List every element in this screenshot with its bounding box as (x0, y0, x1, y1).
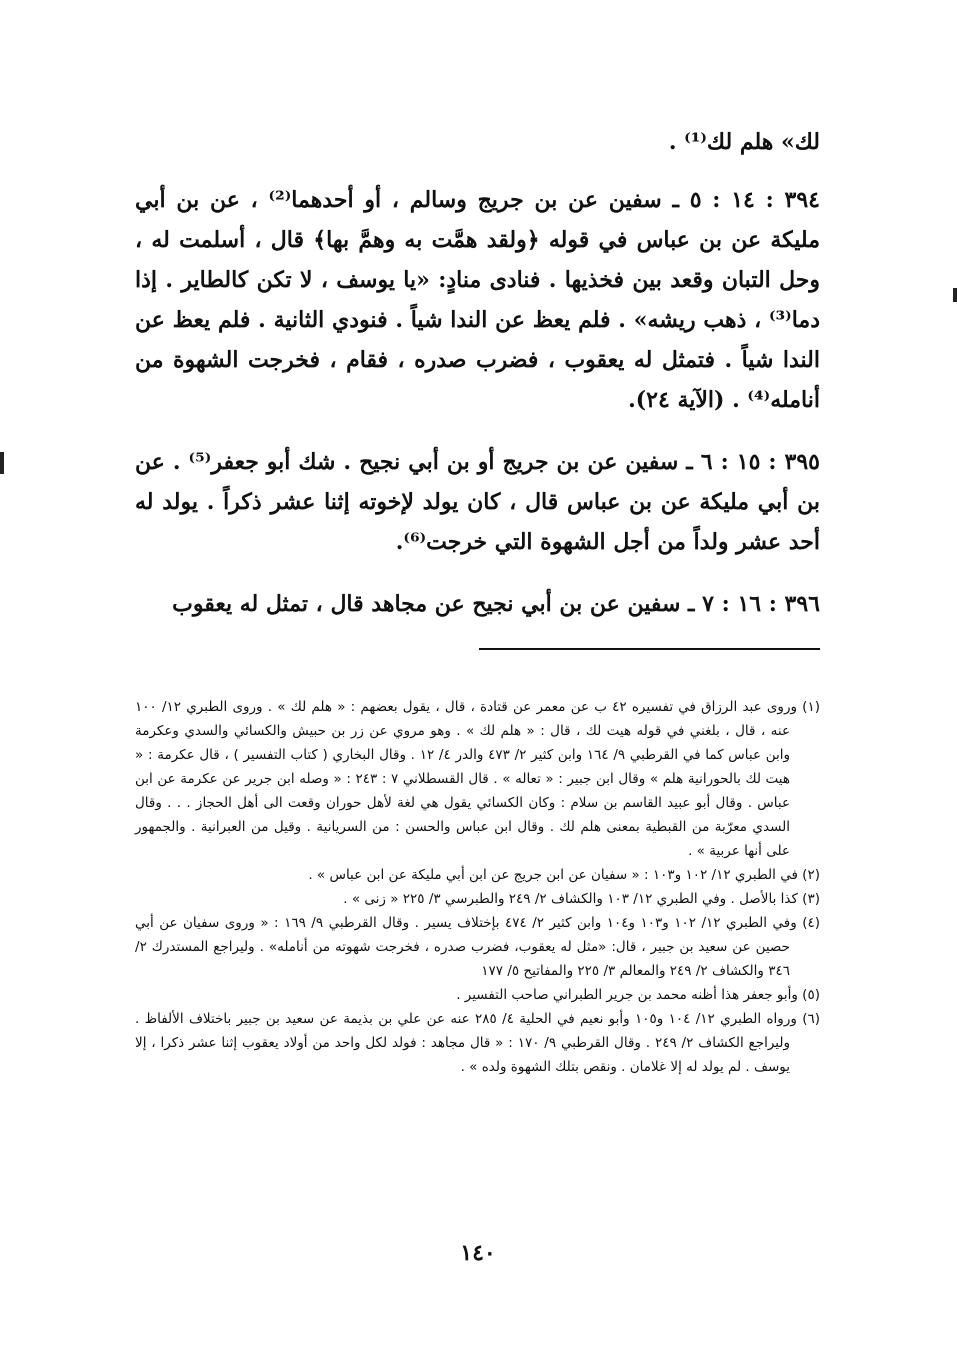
entry-text: ـ سفين عن بن جريج أو بن أبي نجيح . شك أبو جعفر⁽⁵⁾ . عن بن أبي مليكة عن بن عباس قال ، كان يولد لإخوته إثنا عشر ذكراً . يولد له أحد عشر ولداً من أجل الشهوة التي خرجت⁽⁶⁾. (135, 449, 820, 555)
entry-395 (135, 442, 820, 562)
entry-396 (135, 584, 820, 624)
entry-number: ٣٩٦ : ١٦ : ٧ (702, 591, 820, 617)
continuation-line: لك» هلم لك⁽¹⁾ . (668, 129, 820, 155)
footnote-3: (٣) كذا بالأصل . وفي الطبري ١٢/ ١٠٣ والكشاف ٢/ ٢٤٩ والطبرسي ٣/ ٢٢٥ « زنى » . (343, 891, 820, 907)
scan-edge-mark (0, 452, 4, 474)
footnote-1: (١) وروى عبد الرزاق في تفسيره ٤٢ ب عن معمر عن قتادة ، قال ، يقول بعضهم : « هلم لك » . وروى الطبري ١٢/ ١٠٠ عنه ، قال ، بلغني في قوله هيت لك ، قال : « هلم لك » . وهو مروي عن زر بن حبيش والكسائي والسدي وعكرمة وابن عباس كما في القرطبي ٩/ ١٦٤ وابن كثير ٢/ ٤٧٣ والدر ٤/ ١٢ . وقال البخاري ( كتاب التفسير ) ، قال عكرمة : « هيت لك بالحورانية هلم » وقال ابن جبير : « تعاله » . قال القسطلاني ٧ : ٢٤٣ : « وصله ابن جرير عن عكرمة عن ابن عباس . وقال أبو عبيد القاسم بن سلام : وكان الكسائي يقول هي لغة لأهل حوران وقعت الى أهل الحجاز . . . وقال السدي معرّبة من القبطية بمعنى هلم لك . وقال ابن عباس والحسن : من السريانية . وقيل من العبرانية . والجمهور على أنها عربية » . (135, 699, 820, 859)
footnote-separator (479, 648, 820, 650)
page-number: ١٤٠ (460, 1240, 496, 1266)
entry-text: ـ سفين عن بن جريج وسالم ، أو أحدهما⁽²⁾ ، عن بن أبي مليكة عن بن عباس في قوله ﴿ولقد همَّت به وهمَّ بها﴾ قال ، أسلمت له ، وحل التبان وقعد بين فخذيها . فنادى منادٍ: «يا يوسف ، لا تكن كالطاير . إذا دما⁽³⁾ ، ذهب ريشه» . فلم يعظ عن الندا شياً . فنودي الثانية . فلم يعظ عن الندا شياً . فتمثل له يعقوب ، فضرب صدره ، فقام ، فخرجت الشهوة من أنامله⁽⁴⁾ . (الآية ٢٤). (135, 187, 820, 413)
footnote-6: (٦) ورواه الطبري ١٢/ ١٠٤ و١٠٥ وأبو نعيم في الحلية ٤/ ٢٨٥ عنه عن علي بن بذيمة عن سعيد بن جبير باختلاف الألفاظ . وليراجع الكشاف ٢/ ٢٤٩ . وقال القرطبي ٩/ ١٧٠ : « قال مجاهد : فولد لكل واحد من أولاد يعقوب إثنا عشر ذكرا ، إلا يوسف . لم يولد له إلا غلامان . ونقص بتلك الشهوة ولده » . (135, 1011, 821, 1075)
scan-edge-mark (953, 288, 957, 302)
footnote-2: (٢) في الطبري ١٢/ ١٠٢ و١٠٣ : « سفيان عن ابن جريج عن ابن أبي مليكة عن ابن عباس » . (308, 867, 820, 883)
footnotes (135, 695, 820, 1079)
entry-text: ـ سفين عن بن أبي نجيح عن مجاهد قال ، تمثل له يعقوب (172, 591, 703, 617)
footnote-5: (٥) وأبو جعفر هذا أظنه محمد بن جرير الطبراني صاحب التفسير . (456, 987, 820, 1003)
entry-number: ٣٩٤ : ١٤ : ٥ (689, 187, 820, 213)
entry-number: ٣٩٥ : ١٥ : ٦ (700, 449, 820, 475)
footnote-4: (٤) وفي الطبري ١٢/ ١٠٢ و١٠٣ و١٠٤ وابن كثير ٢/ ٤٧٤ بإختلاف يسير . وقال القرطبي ٩/ ١٦٩ : « وروى سفيان عن أبي حصين عن سعيد بن جبير ، قال: «مثل له يعقوب، فضرب صدره ، فخرجت شهوته من أنامله» . وليراجع المستدرك ٢/ ٣٤٦ والكشاف ٢/ ٢٤٩ والمعالم ٣/ ٢٢٥ والمفاتيح ٥/ ١٧٧ (135, 915, 821, 979)
main-text (135, 118, 820, 624)
entry-394 (135, 180, 820, 420)
